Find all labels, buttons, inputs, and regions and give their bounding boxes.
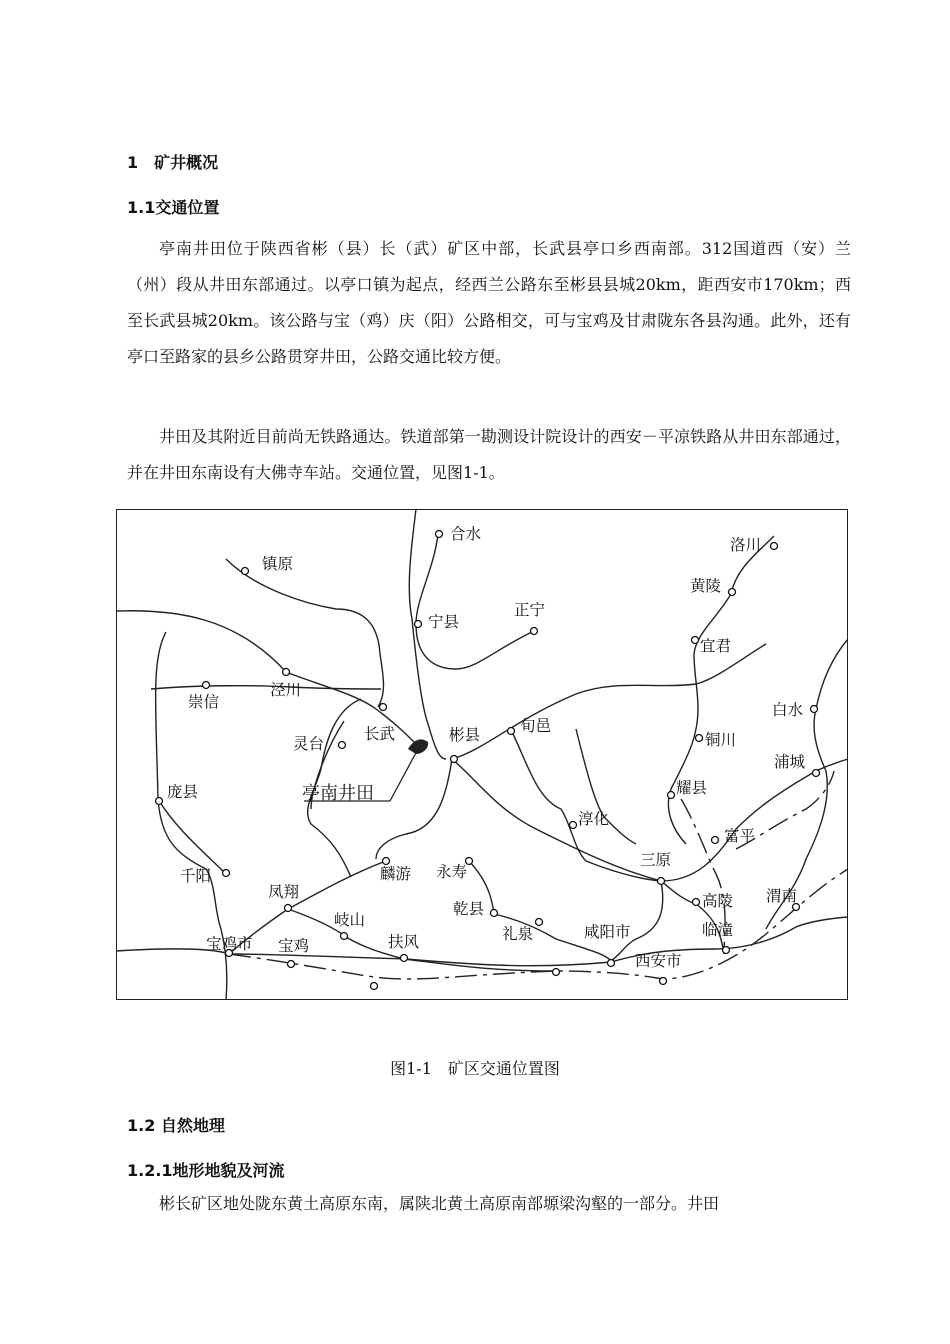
figure-caption: 图1-1 矿区交通位置图 (390, 1059, 560, 1078)
label-zhenyuan: 镇原 (262, 555, 294, 573)
heading-1-1: 1.1交通位置 (127, 198, 220, 217)
label-longxian: 庞县 (167, 783, 199, 801)
label-chongxin: 崇信 (188, 693, 220, 711)
label-yaoxian: 耀县 (676, 779, 708, 797)
heading-1-2-1: 1.2.1地形地貌及河流 (127, 1161, 285, 1180)
label-binxian: 彬县 (449, 726, 481, 744)
label-fuping: 富平 (724, 827, 756, 845)
label-linyou: 麟游 (380, 865, 412, 883)
heading-chapter-1: 1 矿井概况 (127, 153, 219, 172)
label-yijun: 宜君 (700, 637, 732, 655)
label-heshui: 合水 (450, 525, 482, 543)
label-ningxian: 宁县 (428, 613, 460, 631)
label-xian: 西安市 (635, 952, 682, 970)
label-qianyang: 千阳 (180, 867, 212, 885)
label-fengxiang: 凤翔 (268, 883, 300, 901)
label-xianyang: 咸阳市 (584, 923, 631, 941)
label-lintong: 临潼 (702, 921, 734, 939)
heading-1-2: 1.2 自然地理 (127, 1116, 225, 1135)
label-weinan: 渭南 (766, 887, 798, 905)
label-xunyi: 旬邑 (520, 717, 552, 735)
paragraph-traffic-location: 亭南井田位于陕西省彬（县）长（武）矿区中部，长武县亭口乡西南部。312国道西（安）兰（州）段从井田东部通过。以亭口镇为起点，经西兰公路东至彬县县城20km，距西安市170km；西至长武县城20km。该公路与宝（鸡）庆（阳）公路相交，可与宝鸡及甘肃陇东各县沟通。此外，还有亭口至路家的县乡公路贯穿井田，公路交通比较方便。 (127, 239, 851, 366)
label-tingnan-minefield: 亭南井田 (302, 783, 374, 804)
label-lingtai: 灵台 (293, 735, 325, 753)
label-baishui: 白水 (772, 701, 804, 719)
label-gaoling: 高陵 (702, 892, 734, 910)
label-zhengning: 正宁 (514, 601, 546, 619)
label-changwu: 长武 (364, 725, 396, 743)
label-baojishi: 宝鸡市 (206, 935, 253, 953)
map-frame (117, 510, 848, 1000)
label-qishan: 岐山 (334, 911, 366, 929)
label-sanyuan: 三原 (640, 851, 672, 869)
paragraph-terrain: 彬长矿区地处陇东黄土高原东南，属陕北黄土高原南部塬梁沟壑的一部分。井田 (159, 1194, 720, 1213)
label-luochuan: 洛川 (730, 536, 762, 554)
traffic-location-map (116, 509, 848, 1000)
label-pucheng: 浦城 (774, 753, 806, 771)
label-jingchuan: 泾川 (270, 681, 302, 699)
label-liquan: 礼泉 (502, 925, 534, 943)
paragraph-railway: 井田及其附近目前尚无铁路通达。铁道部第一勘测设计院设计的西安－平凉铁路从井田东部通过，并在井田东南设有大佛寺车站。交通位置，见图1-1。 (127, 427, 851, 482)
map-svg (116, 509, 848, 1000)
label-huangling: 黄陵 (690, 577, 722, 595)
label-baoji: 宝鸡 (278, 937, 310, 955)
label-fufeng: 扶风 (388, 933, 420, 951)
label-yongshou: 永寿 (436, 863, 468, 881)
label-chunhua: 淳化 (578, 810, 610, 828)
label-qianxian: 乾县 (453, 900, 485, 918)
label-tongchuan: 铜川 (705, 731, 737, 749)
